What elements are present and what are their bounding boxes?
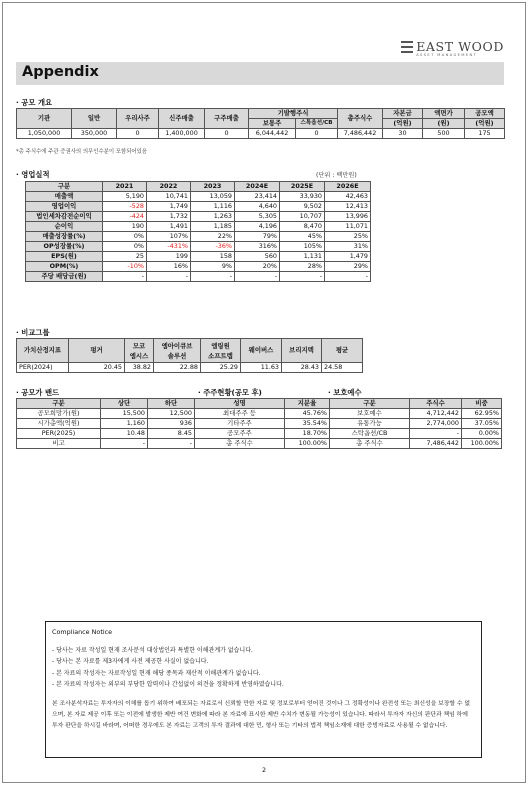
header-cell: 일반	[72, 109, 117, 129]
table-cell: 시가총액(억원)	[17, 419, 101, 429]
table-cell: 105%	[280, 242, 325, 252]
header-cell: 엠시스	[129, 351, 149, 360]
header-cell: 총주식수	[338, 109, 383, 129]
header-cell: 하단	[148, 399, 195, 409]
table-cell: 35.54%	[285, 419, 330, 429]
table-cell: -431%	[147, 242, 191, 252]
table-cell: 11,071	[325, 222, 371, 232]
table-cell: 1,749	[147, 202, 191, 212]
table-cell: 4,712,442	[410, 409, 462, 419]
table-cell: 1,131	[280, 252, 325, 262]
table-cell: -10%	[103, 262, 147, 272]
header-row	[17, 399, 195, 409]
table-cell: 주당 배당금(원)	[26, 272, 103, 282]
table-row	[195, 439, 330, 449]
table-cell: 1,160	[101, 419, 148, 429]
table-cell: -	[191, 272, 235, 282]
table-cell: -424	[103, 212, 147, 222]
table-cell: 1,050,000	[17, 129, 72, 139]
table-row	[17, 429, 195, 439]
table-cell: 1,479	[325, 252, 371, 262]
table-cell: 0	[205, 129, 249, 139]
table-cell: 7,486,442	[410, 439, 462, 449]
table-row	[330, 409, 502, 419]
header-cell: 2023	[191, 182, 235, 192]
table-cell: 1,263	[191, 212, 235, 222]
header-row	[195, 399, 330, 409]
table-cell: 총 주식수	[330, 439, 410, 449]
header-cell: 2022	[147, 182, 191, 192]
table-cell: 영업이익	[26, 202, 103, 212]
table-cell: 500	[423, 129, 465, 139]
table-cell: 45.76%	[285, 409, 330, 419]
header-row	[26, 182, 371, 192]
band-section-title: · 공모가 밴드	[16, 388, 60, 397]
table-cell: 936	[148, 419, 195, 429]
header-cell: 액면가	[423, 109, 465, 119]
table-cell: 9%	[191, 262, 235, 272]
table-cell: 25%	[325, 232, 371, 242]
table-cell: 22%	[191, 232, 235, 242]
header-cell: (억원)	[383, 119, 423, 129]
table-cell: -	[101, 439, 148, 449]
header-cell: 우리사주	[117, 109, 159, 129]
table-cell: 0%	[103, 242, 147, 252]
table-cell: 4,196	[235, 222, 280, 232]
performance-table	[25, 181, 371, 282]
table-cell: 0	[117, 129, 159, 139]
peers-table	[16, 338, 363, 373]
performance-section-title: · 영업실적	[16, 170, 50, 179]
table-row	[330, 429, 502, 439]
header-cell: (원)	[423, 119, 465, 129]
header-cell: 스톡옵션/CB	[296, 119, 338, 129]
table-cell: 10,707	[280, 212, 325, 222]
table-cell: 29%	[325, 262, 371, 272]
table-cell: 37.05%	[462, 419, 502, 429]
table-cell: 199	[147, 252, 191, 262]
table-cell: 5,305	[235, 212, 280, 222]
page-number: 2	[261, 766, 267, 774]
page-title: Appendix	[22, 64, 99, 80]
table-cell: 25	[103, 252, 147, 262]
table-cell: 11.63	[241, 363, 282, 373]
table-cell: 7,486,442	[338, 129, 383, 139]
table-cell: 유통가능	[330, 419, 410, 429]
table-row	[26, 262, 371, 272]
header-cell: 모코	[132, 341, 146, 350]
header-cell: 자본금	[383, 109, 423, 119]
table-cell: 0.00%	[462, 429, 502, 439]
table-cell: OPM(%)	[26, 262, 103, 272]
table-cell: 비고	[17, 439, 101, 449]
table-cell: 560	[235, 252, 280, 262]
table-cell: 22.88	[154, 363, 201, 373]
table-cell: 190	[103, 222, 147, 232]
table-cell: 12,500	[148, 409, 195, 419]
table-cell: 2,774,000	[410, 419, 462, 429]
table-cell: 33,930	[280, 192, 325, 202]
unit-label: (단위 : 백만원)	[316, 172, 357, 179]
header-cell: 구분	[26, 182, 103, 192]
table-row	[26, 252, 371, 262]
header-cell: 지분율	[285, 399, 330, 409]
table-cell: 공모희망가(원)	[17, 409, 101, 419]
table-cell: 16%	[147, 262, 191, 272]
table-row	[17, 439, 195, 449]
lockup-section-title: · 보호예수	[328, 388, 362, 397]
header-cell: 2021	[103, 182, 147, 192]
header-cell: 웨이버스	[241, 339, 282, 363]
compliance-title: Compliance Notice	[52, 628, 113, 636]
table-cell: -	[235, 272, 280, 282]
table-cell: 10,741	[147, 192, 191, 202]
table-cell: 1,732	[147, 212, 191, 222]
table-cell: 24.58	[322, 363, 363, 373]
table-cell: 28.43	[282, 363, 322, 373]
table-cell: -	[148, 439, 195, 449]
table-cell: -	[280, 272, 325, 282]
table-cell: 15,500	[101, 409, 148, 419]
table-cell: 1,400,000	[159, 129, 205, 139]
table-row	[26, 202, 371, 212]
header-cell: 구주매출	[205, 109, 249, 129]
title-bar	[16, 62, 504, 85]
table-row	[26, 272, 371, 282]
band-table	[16, 398, 195, 449]
compliance-item: - 당사는 본 자료를 제3자에게 사전 제공한 사실이 없습니다.	[52, 658, 209, 666]
table-cell: 공모주주	[195, 429, 285, 439]
table-row	[26, 192, 371, 202]
table-cell: 10.48	[101, 429, 148, 439]
offering-note: *총 주식수에 주관 증권사의 의무인수분이 포함되어있음	[16, 149, 148, 155]
table-cell: PER(2025)	[17, 429, 101, 439]
holders-table	[194, 398, 330, 449]
table-cell: 62.95%	[462, 409, 502, 419]
table-cell: 0%	[103, 232, 147, 242]
table-cell: -528	[103, 202, 147, 212]
table-cell: 20%	[235, 262, 280, 272]
table-cell: -	[325, 272, 371, 282]
table-cell: 8,470	[280, 222, 325, 232]
header-cell: 2025E	[280, 182, 325, 192]
header-cell: 엠아이큐브	[161, 341, 193, 350]
table-cell: 6,044,442	[249, 129, 296, 139]
table-cell: 매출성장률(%)	[26, 232, 103, 242]
header-cell: 소프트렙	[208, 351, 233, 360]
table-row	[17, 419, 195, 429]
header-cell: 상단	[101, 399, 148, 409]
header-cell: 주식수	[410, 399, 462, 409]
table-row	[330, 419, 502, 429]
header-cell: 성명	[195, 399, 285, 409]
header-cell: 기관	[17, 109, 72, 129]
table-cell: 23,414	[235, 192, 280, 202]
header-cell: 공모액	[465, 109, 505, 119]
peers-section-title: · 비교그룹	[16, 328, 50, 337]
header-cell: 구분	[17, 399, 101, 409]
table-cell: -	[147, 272, 191, 282]
table-cell: 316%	[235, 242, 280, 252]
table-cell: 법인세차감전순이익	[26, 212, 103, 222]
table-cell: 스탁옵션/CB	[330, 429, 410, 439]
header-cell: 2024E	[235, 182, 280, 192]
table-row	[17, 409, 195, 419]
table-cell: OP성장률(%)	[26, 242, 103, 252]
table-row	[26, 212, 371, 222]
logo-text: EAST WOOD	[416, 39, 504, 54]
header-cell: 엠링원	[211, 341, 230, 350]
logo-subtext: ASSET MANAGEMENT	[416, 53, 478, 57]
table-cell: 13,059	[191, 192, 235, 202]
table-cell: 1,185	[191, 222, 235, 232]
table-cell: 13,996	[325, 212, 371, 222]
table-row	[26, 232, 371, 242]
table-cell: 총 주식수	[195, 439, 285, 449]
header-cell: 평균	[322, 339, 363, 363]
header-cell: 펑거	[69, 339, 125, 363]
table-cell: 30	[383, 129, 423, 139]
table-cell: 79%	[235, 232, 280, 242]
table-cell: 45%	[280, 232, 325, 242]
table-cell: -	[410, 429, 462, 439]
table-cell: 매출액	[26, 192, 103, 202]
table-cell: 42,463	[325, 192, 371, 202]
table-cell: 12,413	[325, 202, 371, 212]
offering-section-title: · 공모 개요	[16, 98, 53, 107]
compliance-notice	[45, 621, 482, 758]
table-cell: 158	[191, 252, 235, 262]
table-cell: 100.00%	[285, 439, 330, 449]
table-cell: 25.29	[201, 363, 241, 373]
table-row	[26, 242, 371, 252]
table-row	[195, 419, 330, 429]
table-cell: 순이익	[26, 222, 103, 232]
compliance-disclaimer: 본 조사분석자료는 투자자의 이해를 돕기 위하여 배포되는 자료로서 신뢰할 만한 자료 및 정보로부터 얻어진 것이나 그 정확성이나 완전성 또는 최신성을 보장할 수 없으며, 본 자료 제공 이후 또는 이전에 발생한 제반 여건 변화에 따라 본 자료에 표시한 제반 수치가 변동될 가능성이 있습니다. 따라서 투자자 자신의 판단과 책임 하에 투자 판단을 하시길 바라며, 어떠한 경우에도 본 자료는 고객의 투자 결과에 대한 민, 형사 또는 기타의 법적 책임소재에 대한 증빙자료로 사용될 수 없습니다.	[52, 700, 470, 730]
lockup-table	[329, 398, 502, 449]
compliance-item: - 당사는 자료 작성일 현재 조사분석 대상법인과 특별한 이해관계가 없습니다.	[52, 647, 253, 654]
table-row	[195, 429, 330, 439]
table-cell: 18.70%	[285, 429, 330, 439]
table-cell: EPS(원)	[26, 252, 103, 262]
table-cell: 기타주주	[195, 419, 285, 429]
table-cell: 8.45	[148, 429, 195, 439]
header-cell: (억원)	[465, 119, 505, 129]
table-cell: 20.45	[69, 363, 125, 373]
table-cell: -	[103, 272, 147, 282]
header-cell: 브리지텍	[282, 339, 322, 363]
table-cell: 최대주주 등	[195, 409, 285, 419]
table-cell: -36%	[191, 242, 235, 252]
header-row	[330, 399, 502, 409]
header-cell: 솔루션	[167, 351, 187, 360]
header-cell: 보통주	[249, 119, 296, 129]
table-cell: 5,190	[103, 192, 147, 202]
compliance-item: - 본 자료의 작성자는 자료작성일 현재 해당 종목과 재산적 이해관계가 없습니다.	[52, 669, 261, 677]
table-cell: 9,502	[280, 202, 325, 212]
table-cell: 38.82	[125, 363, 154, 373]
table-row	[195, 409, 330, 419]
table-cell: 보호예수	[330, 409, 410, 419]
table-cell: 175	[465, 129, 505, 139]
header-cell: 기발행주식	[249, 109, 338, 119]
table-cell: 350,000	[72, 129, 117, 139]
compliance-item: - 본 자료의 작성자는 외부의 부당한 압력이나 간섭없이 의견을 정확하게 반영하였습니다.	[52, 681, 284, 689]
header-cell: 비중	[462, 399, 502, 409]
table-cell: 100.00%	[462, 439, 502, 449]
table-row	[26, 222, 371, 232]
table-row	[330, 439, 502, 449]
logo-mark-icon	[401, 41, 413, 53]
table-cell: 28%	[280, 262, 325, 272]
table-cell: 4,640	[235, 202, 280, 212]
table-cell: 1,116	[191, 202, 235, 212]
logo	[401, 40, 504, 58]
table-cell: 0	[296, 129, 338, 139]
table-cell: 31%	[325, 242, 371, 252]
offering-table	[16, 108, 505, 139]
table-cell: 1,491	[147, 222, 191, 232]
header-cell: 신주매출	[159, 109, 205, 129]
header-cell: 2026E	[325, 182, 371, 192]
header-cell: 가치산정지표	[17, 339, 69, 363]
header-cell: 구분	[330, 399, 410, 409]
table-cell: 107%	[147, 232, 191, 242]
holders-section-title: · 주주현황(공모 후)	[198, 388, 262, 397]
table-cell: PER(2024)	[17, 363, 69, 373]
